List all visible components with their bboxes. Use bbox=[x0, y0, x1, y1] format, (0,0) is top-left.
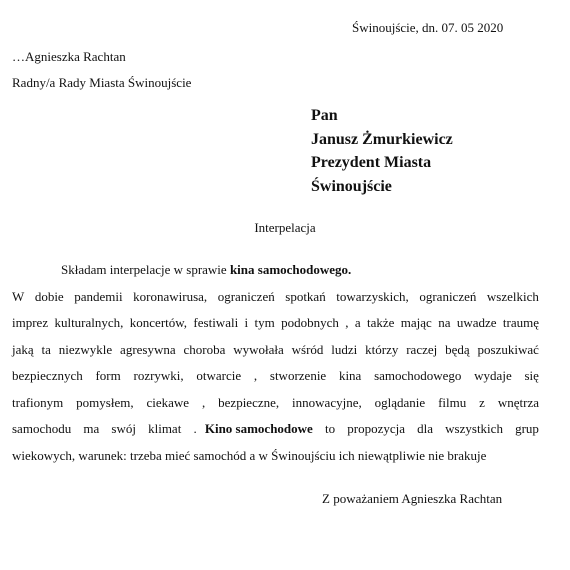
body-word: to bbox=[324, 421, 336, 436]
closing-signature: Z poważaniem Agnieszka Rachtan bbox=[322, 491, 503, 506]
sender-name: …Agnieszka Rachtan bbox=[12, 49, 126, 64]
body-bold-phrase: Kino samochodowe bbox=[204, 421, 313, 436]
body-word: ludzi bbox=[331, 341, 358, 357]
intro-text: Składam interpelacje w sprawie bbox=[61, 262, 227, 277]
body-word: imprez bbox=[12, 315, 49, 330]
body-word: wszystkich bbox=[445, 421, 503, 436]
body-word: mając bbox=[400, 315, 432, 330]
body-word: innowacyjne, bbox=[292, 394, 362, 410]
body-word: traumę bbox=[502, 315, 539, 330]
body-word: rozrywki, bbox=[133, 368, 184, 383]
body-word: W bbox=[12, 288, 25, 304]
body-word: , bbox=[345, 315, 349, 330]
body-word: wśród bbox=[291, 341, 324, 357]
addressee-city: Świnoujście bbox=[311, 177, 392, 195]
body-word: poszukiwać bbox=[477, 341, 539, 357]
body-word: samochodu bbox=[12, 421, 72, 436]
body-word: koronawirusa, bbox=[133, 288, 208, 304]
body-word: którzy bbox=[365, 341, 399, 357]
body-word: stworzenie bbox=[269, 368, 327, 383]
place-date: Świnoujście, dn. 07. 05 2020 bbox=[352, 20, 504, 35]
body-word: otwarcie bbox=[196, 368, 242, 383]
body-word: pandemii bbox=[74, 288, 123, 304]
body-word: agresywna bbox=[120, 341, 176, 357]
body-word: oglądanie bbox=[374, 394, 426, 410]
body-word: uwadze bbox=[456, 315, 497, 330]
body-word: filmu bbox=[438, 394, 467, 410]
body-word: pomysłem, bbox=[76, 394, 134, 410]
body-word: samochodowego bbox=[374, 368, 462, 383]
body-line bbox=[12, 337, 539, 364]
body-word: propozycja bbox=[347, 421, 405, 436]
body-word: klimat bbox=[148, 421, 182, 436]
body-word: choroba bbox=[183, 341, 226, 357]
body-word: wywołała bbox=[233, 341, 284, 357]
body-word: koncertów, bbox=[129, 315, 188, 330]
body-word: tym bbox=[254, 315, 275, 330]
body-line bbox=[12, 284, 539, 311]
letter-body bbox=[12, 257, 539, 469]
body-line bbox=[12, 416, 539, 443]
body-line bbox=[12, 363, 539, 390]
sender-role: Radny/a Rady Miasta Świnoujście bbox=[12, 75, 192, 90]
body-word: ma bbox=[83, 421, 100, 436]
body-word: na bbox=[438, 315, 451, 330]
body-word: trafionym bbox=[12, 394, 64, 410]
body-line bbox=[12, 310, 539, 337]
body-word: spotkań bbox=[285, 288, 326, 304]
body-word: wszelkich bbox=[486, 288, 539, 304]
letter-subject: Interpelacja bbox=[254, 220, 316, 235]
body-word: także bbox=[367, 315, 395, 330]
body-word: podobnych bbox=[281, 315, 339, 330]
body-word: , bbox=[253, 368, 258, 383]
body-word: ciekawe bbox=[146, 394, 190, 410]
body-word: dobie bbox=[34, 288, 64, 304]
body-word: z bbox=[479, 394, 485, 410]
body-word: niezwykle bbox=[58, 341, 113, 357]
body-word: bezpieczne, bbox=[218, 394, 280, 410]
body-word: towarzyskich, bbox=[336, 288, 409, 304]
body-word: swój bbox=[111, 421, 136, 436]
body-intro bbox=[12, 257, 539, 284]
addressee-salutation: Pan bbox=[311, 107, 338, 124]
body-word: bezpiecznych bbox=[12, 368, 83, 383]
body-word: wydaje bbox=[474, 368, 512, 383]
body-word: ograniczeń bbox=[217, 288, 275, 304]
body-word: . bbox=[193, 421, 197, 436]
body-word: się bbox=[524, 368, 539, 383]
body-line bbox=[12, 390, 539, 417]
body-word: , bbox=[202, 394, 206, 410]
body-word: a bbox=[354, 315, 361, 330]
body-word: kulturalnych, bbox=[54, 315, 124, 330]
intro-bold-text: kina samochodowego. bbox=[229, 262, 352, 277]
body-paragraph bbox=[12, 284, 539, 417]
body-word: będą bbox=[445, 341, 470, 357]
body-word: kina bbox=[338, 368, 362, 383]
body-line-last bbox=[12, 443, 539, 470]
body-word: dla bbox=[417, 421, 434, 436]
addressee-title: Prezydent Miasta bbox=[311, 154, 432, 171]
addressee-block bbox=[311, 104, 453, 198]
body-word: ta bbox=[41, 341, 51, 357]
body-word: form bbox=[95, 368, 121, 383]
body-word: ograniczeń bbox=[419, 288, 477, 304]
body-last-line-text: wiekowych, warunek: trzeba mieć samochód a w Świnoujściu ich niewątpliwie nie brakuje bbox=[12, 447, 487, 463]
body-word: jaką bbox=[12, 341, 34, 357]
body-word: festiwali bbox=[193, 315, 239, 330]
body-word: raczej bbox=[406, 341, 438, 357]
body-word: wnętrza bbox=[497, 394, 539, 410]
body-word: i bbox=[244, 315, 249, 330]
addressee-name: Janusz Żmurkiewicz bbox=[311, 130, 453, 148]
body-word: grup bbox=[515, 421, 539, 436]
